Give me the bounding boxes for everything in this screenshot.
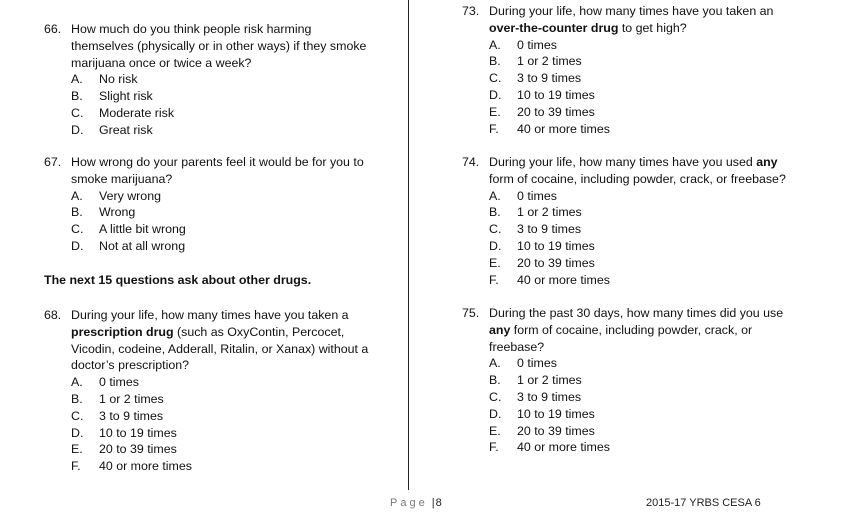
question-66-text: 66. How much do you think people risk harming themselves (physically or in other ways) if they smoke marijuana once or twice a week? [44, 22, 367, 70]
answer-options [462, 355, 822, 456]
answer-option[interactable]: D. 10 to 19 times [489, 87, 595, 102]
answer-option[interactable]: B. Slight risk [71, 89, 153, 104]
question-68 [44, 307, 394, 475]
answer-option[interactable]: C. 3 to 9 times [489, 222, 582, 237]
question-number: 67. [44, 155, 62, 169]
answer-option[interactable]: F. 40 or more times [71, 459, 192, 474]
answer-options [44, 374, 394, 475]
question-number: 74. [462, 155, 480, 169]
answer-option[interactable]: A. Very wrong [71, 188, 161, 203]
footer-document-id: 2015-17 YRBS CESA 6 [646, 497, 761, 509]
question-73 [462, 3, 822, 137]
question-66 [44, 21, 394, 139]
answer-options [462, 37, 822, 138]
question-74 [462, 154, 822, 288]
answer-option[interactable]: E. 20 to 39 times [489, 423, 595, 438]
answer-option[interactable]: F. 40 or more times [489, 272, 610, 287]
answer-option[interactable]: B. 1 or 2 times [489, 205, 582, 220]
answer-option[interactable]: B. Wrong [71, 205, 136, 220]
answer-option[interactable]: B. 1 or 2 times [489, 54, 582, 69]
question-75 [462, 305, 822, 456]
answer-option[interactable]: D. Great risk [71, 122, 153, 137]
page-number: Page |8 [390, 497, 443, 509]
answer-options [462, 188, 822, 289]
answer-option[interactable]: D. Not at all wrong [71, 238, 186, 253]
answer-option[interactable]: E. 20 to 39 times [489, 104, 595, 119]
question-number: 73. [462, 4, 480, 18]
answer-option[interactable]: A. No risk [71, 72, 138, 87]
question-number: 68. [44, 308, 62, 322]
answer-option[interactable]: D. 10 to 19 times [71, 425, 177, 440]
answer-option[interactable]: A. 0 times [71, 375, 139, 390]
answer-option[interactable]: D. 10 to 19 times [489, 406, 595, 421]
answer-option[interactable]: B. 1 or 2 times [489, 373, 582, 388]
column-divider [408, 0, 409, 490]
answer-option[interactable]: A. 0 times [489, 356, 557, 371]
answer-option[interactable]: C. Moderate risk [71, 105, 175, 120]
question-68-text: 68. During your life, how many times have you taken a prescription drug (such as OxyContin, Percocet, Vicodin, codeine, Adderall, Ritalin, or Xanax) without a doctor’s prescription? [44, 308, 369, 373]
question-number: 66. [44, 22, 62, 36]
answer-option[interactable]: E. 20 to 39 times [489, 255, 595, 270]
question-number: 75. [462, 306, 480, 320]
answer-option[interactable]: F. 40 or more times [489, 440, 610, 455]
answer-option[interactable]: F. 40 or more times [489, 121, 610, 136]
answer-option[interactable]: A. 0 times [489, 37, 557, 52]
answer-option[interactable]: C. A little bit wrong [71, 222, 186, 237]
answer-option[interactable]: C. 3 to 9 times [489, 71, 582, 86]
answer-option[interactable]: C. 3 to 9 times [71, 408, 164, 423]
answer-option[interactable]: C. 3 to 9 times [489, 389, 582, 404]
answer-options [44, 71, 394, 138]
question-74-text: 74. During your life, how many times have you used any form of cocaine, including powder, crack, or freebase? [462, 155, 786, 186]
answer-option[interactable]: A. 0 times [489, 188, 557, 203]
answer-option[interactable]: E. 20 to 39 times [71, 442, 177, 457]
question-75-text: 75. During the past 30 days, how many times did you use any form of cocaine, including powder, crack, or freebase? [462, 306, 784, 354]
question-67 [44, 154, 394, 255]
answer-option[interactable]: B. 1 or 2 times [71, 391, 164, 406]
section-heading: The next 15 questions ask about other drugs. [44, 273, 312, 287]
answer-options [44, 188, 394, 255]
question-67-text: 67. How wrong do your parents feel it would be for you to smoke marijuana? [44, 155, 364, 186]
answer-option[interactable]: D. 10 to 19 times [489, 238, 595, 253]
question-73-text: 73. During your life, how many times have you taken an over-the-counter drug to get high? [462, 4, 774, 35]
